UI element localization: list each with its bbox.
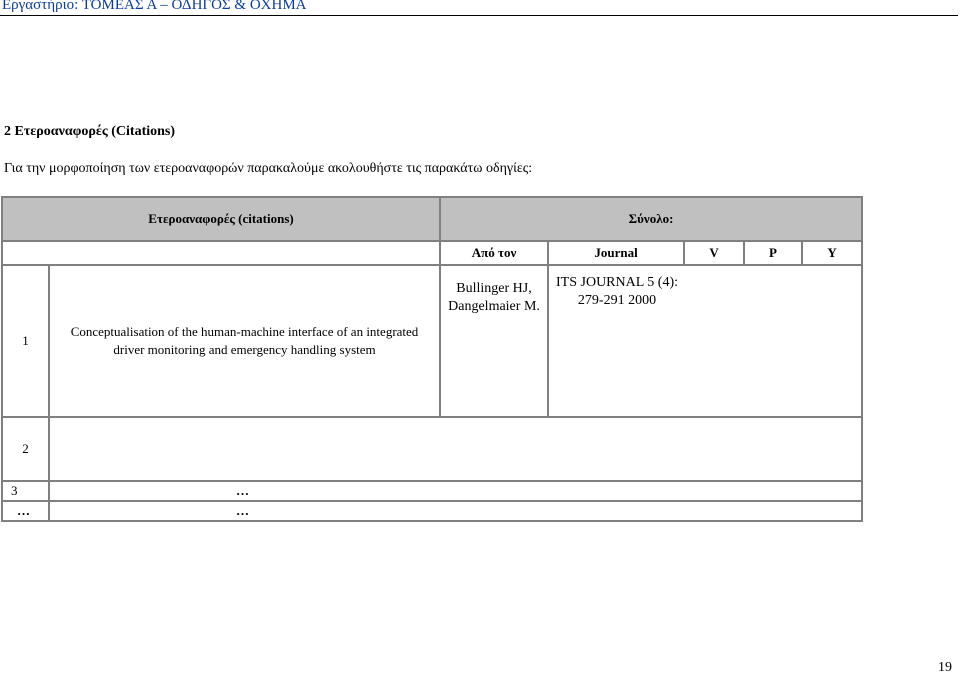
header-total: Σύνολο: <box>440 197 862 241</box>
running-head: Εργαστήριο: ΤΟΜΕΑΣ Α – ΟΔΗΓΟΣ & ΟΧΗΜΑ <box>2 0 307 13</box>
citation-authors: Bullinger HJ, Dangelmaier M. <box>440 265 548 417</box>
subheader-from: Από τον <box>440 241 548 265</box>
header-citations: Ετεροαναφορές (citations) <box>2 197 440 241</box>
row-number: … <box>2 501 49 521</box>
table-row <box>2 501 862 521</box>
table-row <box>2 265 862 417</box>
row-empty <box>49 417 862 481</box>
table-subheader-row <box>2 241 862 265</box>
table-header-row <box>2 197 862 241</box>
instructions-text: Για την μορφοποίηση των ετεροαναφορών παρακαλούμε ακολουθήστε τις παρακάτω οδηγίες: <box>4 161 533 176</box>
subheader-volume: V <box>684 241 744 265</box>
citation-journal-cell <box>548 265 862 417</box>
row-number: 2 <box>2 417 49 481</box>
table-row <box>2 481 862 501</box>
row-ellipsis: … <box>49 501 862 521</box>
subheader-journal: Journal <box>548 241 684 265</box>
table-row <box>2 417 862 481</box>
citations-table <box>1 196 863 522</box>
row-number: 3 <box>2 481 49 501</box>
citation-title: Conceptualisation of the human-machine interface of an integrated driver monitoring and emergency handling system <box>49 265 440 417</box>
section-heading: 2 Ετεροαναφορές (Citations) <box>4 124 176 139</box>
citation-journal: ITS JOURNAL 5 (4): 279-291 2000 <box>556 275 678 308</box>
row-number: 1 <box>2 265 49 417</box>
subheader-year: Y <box>802 241 862 265</box>
subheader-blank <box>2 241 440 265</box>
page-number: 19 <box>938 660 952 675</box>
subheader-pages: P <box>744 241 802 265</box>
row-ellipsis: … <box>49 481 862 501</box>
